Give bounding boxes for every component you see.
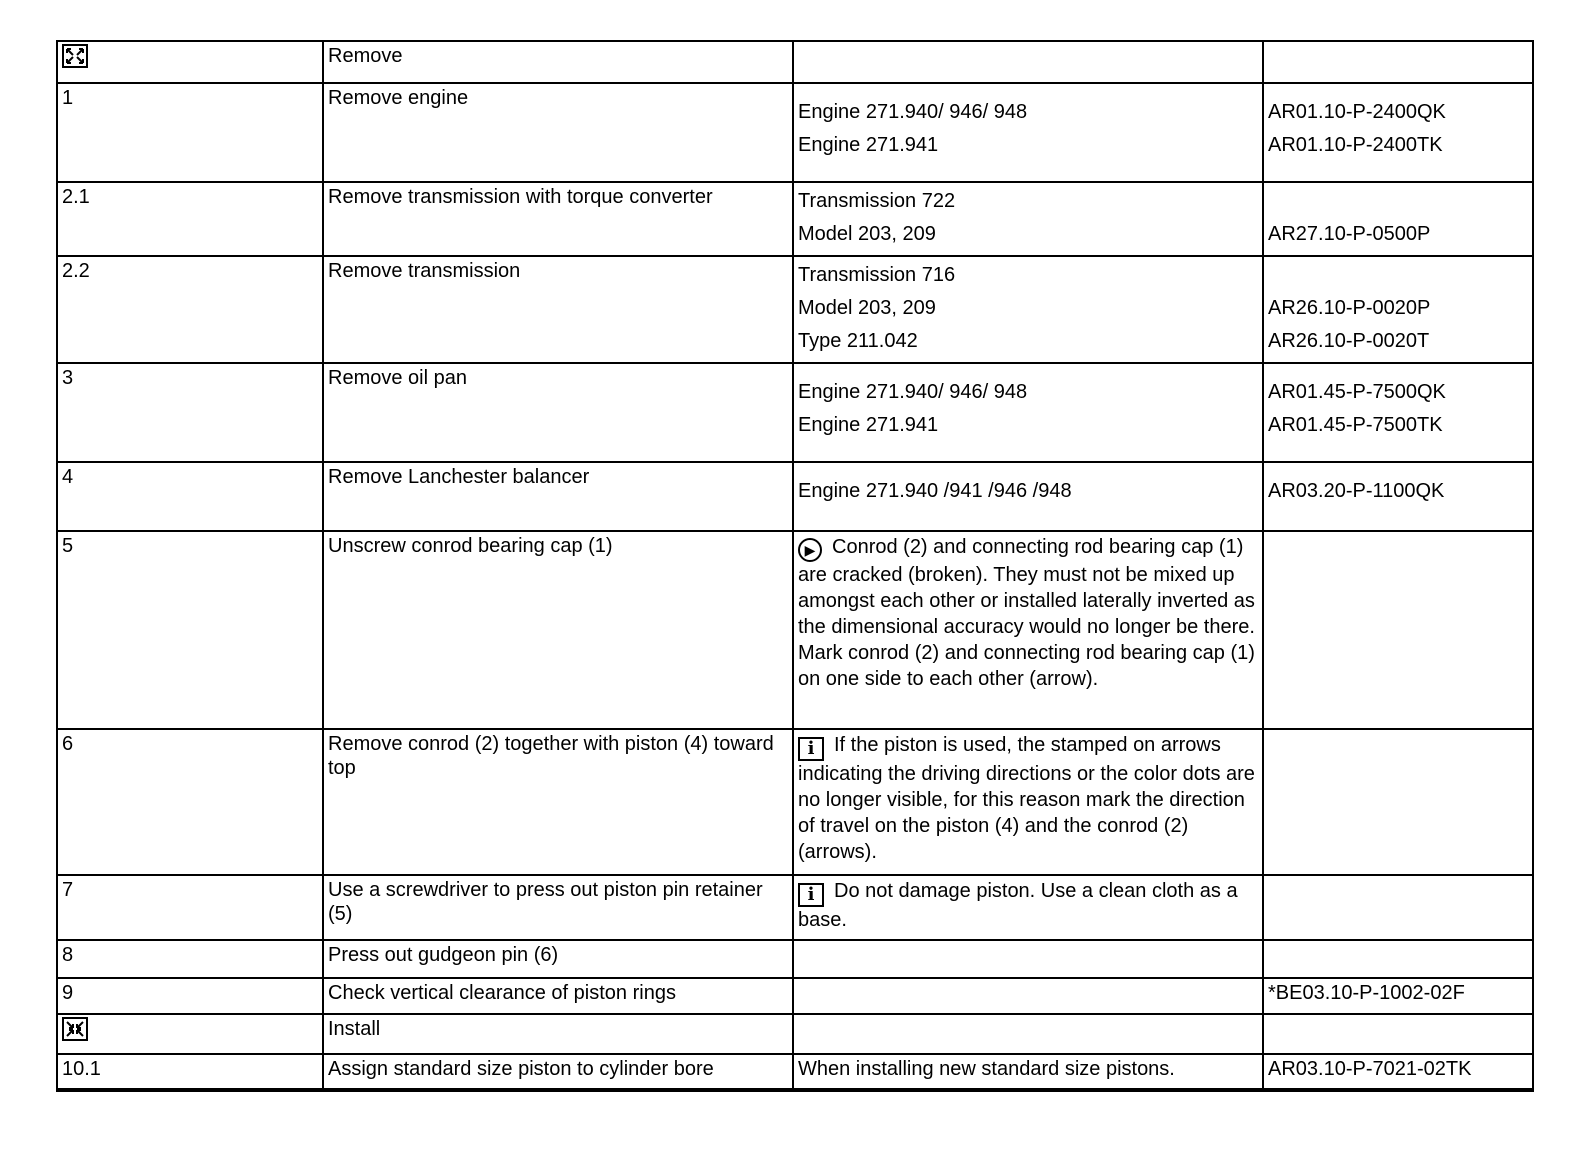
action-cell: Check vertical clearance of piston rings xyxy=(323,978,793,1014)
remove-section-icon xyxy=(62,44,88,68)
action-cell: Unscrew conrod bearing cap (1) xyxy=(323,531,793,729)
condition-cell xyxy=(793,978,1263,1014)
reference-cell xyxy=(1263,729,1533,875)
table-row xyxy=(57,363,1533,462)
reference-link[interactable]: AR01.10-P-2400TK xyxy=(1268,134,1443,156)
table-row xyxy=(57,531,1533,729)
action-cell: Assign standard size piston to cylinder bore xyxy=(323,1054,793,1090)
condition-cell xyxy=(793,940,1263,978)
condition-cell xyxy=(793,182,1263,256)
condition-line: Transmission 722 xyxy=(798,190,956,212)
reference-link[interactable]: AR03.20-P-1100QK xyxy=(1268,480,1445,502)
reference-cell xyxy=(1263,363,1533,462)
condition-line: Engine 271.941 xyxy=(798,134,939,156)
reference-link[interactable]: AR03.10-P-7021-02TK xyxy=(1263,1054,1533,1090)
reference-link[interactable]: AR01.45-P-7500TK xyxy=(1268,414,1443,436)
condition-line: Engine 271.940 /941 /946 /948 xyxy=(798,480,1072,502)
condition-cell xyxy=(793,363,1263,462)
reference-cell xyxy=(1263,1014,1533,1054)
condition-line: Engine 271.941 xyxy=(798,414,939,436)
condition-line: Engine 271.940/ 946/ 948 xyxy=(798,381,1028,403)
action-cell: Press out gudgeon pin (6) xyxy=(323,940,793,978)
condition-line: Model 203, 209 xyxy=(798,223,936,245)
caution-icon: ▶ xyxy=(798,538,822,562)
reference-link[interactable]: AR01.10-P-2400QK xyxy=(1268,101,1446,123)
info-icon: i xyxy=(798,883,824,907)
step-number: 7 xyxy=(57,875,323,940)
step-cell xyxy=(57,1014,323,1054)
table-row xyxy=(57,41,1533,83)
step-number: 3 xyxy=(57,363,323,462)
condition-line: Type 211.042 xyxy=(798,330,918,352)
condition-cell xyxy=(793,462,1263,531)
action-cell: Remove xyxy=(323,41,793,83)
condition-line: Transmission 716 xyxy=(798,264,956,286)
reference-link[interactable] xyxy=(1268,259,1528,292)
install-section-icon xyxy=(62,1017,88,1041)
reference-link[interactable]: AR26.10-P-0020T xyxy=(1268,330,1430,352)
table-row xyxy=(57,1014,1533,1054)
note-cell xyxy=(793,875,1263,940)
table-row xyxy=(57,875,1533,940)
reference-link[interactable]: AR01.45-P-7500QK xyxy=(1268,381,1446,403)
condition-cell xyxy=(793,41,1263,83)
reference-link[interactable]: AR26.10-P-0020P xyxy=(1268,297,1431,319)
condition-cell xyxy=(793,83,1263,182)
reference-cell xyxy=(1263,531,1533,729)
reference-link[interactable]: *BE03.10-P-1002-02F xyxy=(1263,978,1533,1014)
condition-cell: When installing new standard size pistons. xyxy=(793,1054,1263,1090)
step-number: 10.1 xyxy=(57,1054,323,1090)
table-row xyxy=(57,83,1533,182)
step-number: 5 xyxy=(57,531,323,729)
procedure-table xyxy=(56,40,1534,1092)
table-row xyxy=(57,729,1533,875)
step-number: 2.2 xyxy=(57,256,323,363)
step-number: 1 xyxy=(57,83,323,182)
reference-link[interactable] xyxy=(1268,185,1528,218)
reference-cell xyxy=(1263,182,1533,256)
action-cell: Remove conrod (2) together with piston (4) toward top xyxy=(323,729,793,875)
action-cell: Remove Lanchester balancer xyxy=(323,462,793,531)
action-cell: Remove engine xyxy=(323,83,793,182)
reference-cell xyxy=(1263,83,1533,182)
condition-line: Model 203, 209 xyxy=(798,297,936,319)
reference-link[interactable]: AR27.10-P-0500P xyxy=(1268,223,1431,245)
table-row xyxy=(57,256,1533,363)
action-cell: Install xyxy=(323,1014,793,1054)
reference-cell xyxy=(1263,41,1533,83)
note-cell xyxy=(793,729,1263,875)
reference-cell xyxy=(1263,462,1533,531)
note-text: Do not damage piston. Use a clean cloth as a base. xyxy=(798,880,1238,931)
note-text: Conrod (2) and connecting rod bearing cap (1) are cracked (broken). They must not be mixed up amongst each other or installed laterally inverted as the dimensional accuracy would no longer be there. Mark conrod (2) and connecting rod bearing cap (1) on one side to each other (arrow). xyxy=(798,536,1255,690)
table-row xyxy=(57,978,1533,1014)
step-number: 2.1 xyxy=(57,182,323,256)
action-cell: Remove transmission xyxy=(323,256,793,363)
reference-cell xyxy=(1263,940,1533,978)
condition-line: Engine 271.940/ 946/ 948 xyxy=(798,101,1028,123)
note-cell xyxy=(793,531,1263,729)
step-number: 8 xyxy=(57,940,323,978)
table-row xyxy=(57,940,1533,978)
step-number: 6 xyxy=(57,729,323,875)
action-cell: Remove oil pan xyxy=(323,363,793,462)
condition-cell xyxy=(793,256,1263,363)
condition-cell xyxy=(793,1014,1263,1054)
note-text: If the piston is used, the stamped on arrows indicating the driving directions or the color dots are no longer visible, for this reason mark the direction of travel on the piston (4) and the conrod (2) (arrows). xyxy=(798,734,1255,863)
table-row xyxy=(57,182,1533,256)
table-row xyxy=(57,1054,1533,1090)
info-icon: i xyxy=(798,737,824,761)
step-number: 9 xyxy=(57,978,323,1014)
reference-cell xyxy=(1263,875,1533,940)
step-number: 4 xyxy=(57,462,323,531)
action-cell: Use a screwdriver to press out piston pin retainer (5) xyxy=(323,875,793,940)
table-row xyxy=(57,462,1533,531)
action-cell: Remove transmission with torque converter xyxy=(323,182,793,256)
reference-cell xyxy=(1263,256,1533,363)
step-cell xyxy=(57,41,323,83)
